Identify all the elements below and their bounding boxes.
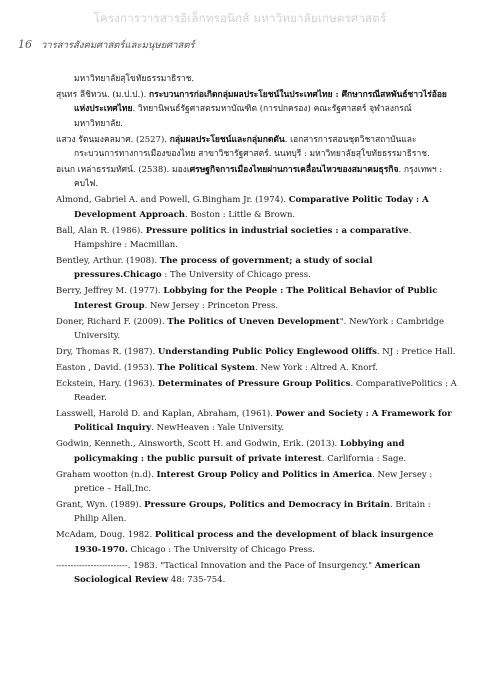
reference-text: แสวง รัตนมงคลมาศ. (2527). (56, 134, 170, 145)
reference-text: . Boston : Little & Brown. (184, 209, 296, 220)
reference-title: The Political System (157, 362, 256, 373)
reference-text: Lasswell, Harold D. and Kaplan, Abraham, (1961). (56, 408, 276, 419)
reference-text: . Hampshire : Macmillan. (74, 225, 412, 250)
reference-list (56, 72, 458, 589)
reference-text: . New Jersey : Princeton Press. (144, 300, 279, 311)
reference-entry (56, 163, 458, 192)
reference-text: Eckstein, Hary. (1963). (56, 378, 158, 389)
reference-text: . NewHeaven : Yale University. (151, 423, 285, 434)
reference-text: สุนทร ลีชิทวน. (ม.ป.ป.). (56, 89, 149, 100)
reference-entry (56, 224, 458, 253)
running-header (18, 38, 195, 53)
reference-text: Chicago : The University of Chicago Press. (127, 544, 315, 555)
reference-text: Dry, Thomas R. (1987). (56, 346, 158, 357)
reference-title: The process of government; a study of social pressures.Chicago (74, 255, 373, 281)
reference-title: Pressure Groups, Politics and Democracy in Britain (144, 499, 390, 510)
reference-text: Almond, Gabriel A. and Powell, G.Bingham Jr. (1974). (56, 195, 289, 206)
reference-entry (56, 254, 458, 283)
reference-text: . NJ : Pretice Hall. (376, 346, 456, 357)
reference-entry (56, 193, 458, 222)
reference-title: Lobbying for the People : The Political Behavior of Public Interest Group (74, 286, 438, 311)
reference-text: : The University of Chicago press. (161, 270, 311, 281)
reference-entry (56, 315, 458, 344)
reference-title: ศรษฐกิจการเมืองไทยผ่านการเคลื่อนไหวของสมาคมธุรกิจ (189, 164, 399, 175)
reference-title: Determinates of Pressure Group Politics (157, 378, 351, 389)
reference-text: . Carlifornia : Sage. (321, 453, 407, 464)
page-number: 16 (18, 38, 32, 51)
reference-text: Bentley, Arthur. (1908). (56, 255, 160, 266)
reference-entry (56, 133, 458, 162)
reference-entry (56, 407, 458, 436)
reference-text: . Britain : Philip Allen. (74, 499, 431, 525)
reference-text: Grant, Wyn. (1989). (56, 499, 145, 510)
reference-text: Ball, Alan R. (1986). (56, 225, 146, 236)
journal-title: วารสารสังคมศาสตร์และมนุษยศาสตร์ (41, 40, 195, 51)
reference-title: The Politics of Uneven Development (167, 316, 340, 327)
reference-text: . เอกสารการสอนชุดวิชาสถาบันและกระบวนการทางการเมืองของไทย สาขาวิชารัฐศาสตร์. นนทบุรี : มหาวิทยาลัยสุโขทัยธรรมาธิราช. (74, 134, 430, 160)
reference-text: Easton , David. (1953). (56, 362, 158, 373)
reference-text: Godwin, Kenneth., Ainsworth, Scott H. and Godwin, Erik. (2013). (56, 439, 340, 450)
reference-text: . ComparativePolitics : A Reader. (74, 378, 457, 404)
reference-text: . New Jersey : pretice – Hall,Inc. (74, 469, 433, 494)
reference-text: Berry, Jeffrey M. (1977). (56, 286, 164, 297)
reference-entry (56, 345, 458, 359)
reference-entry (56, 361, 458, 375)
reference-title: Power and Society : A Framework for Political Inquiry (74, 408, 452, 434)
reference-text: อเนก เหล่าธรรมทัศน์. (2538). มองเ (56, 164, 190, 175)
reference-text: McAdam, Doug. 1982. (56, 530, 155, 541)
reference-entry (56, 88, 458, 131)
reference-text: -------------------------. 1983. "Tactical Innovation and the Pace of Insurgency." (56, 560, 375, 571)
reference-text: ". NewYork : Cambridge University. (74, 316, 445, 341)
reference-text: Graham wootton (n.d). (56, 469, 157, 480)
reference-title: Political process and the development of black insurgence 1930-1970. (74, 530, 434, 555)
reference-entry (56, 559, 458, 588)
reference-text: . New York : Altred A. Knorf. (255, 362, 378, 373)
reference-title: Pressure politics in industrial societies : a comparative (145, 225, 409, 236)
reference-title: American Sociological Review (74, 560, 421, 585)
reference-title: Lobbying and policymaking : the public pursuit of private interest (74, 439, 405, 464)
reference-title: Understanding Public Policy Englewood Oliffs (157, 346, 377, 357)
reference-entry (56, 284, 458, 313)
reference-text: . วิทยานิพนธ์รัฐศาสตรมหาบัณฑิต (การปกครอง) คณะรัฐศาสตร์ จุฬาลงกรณ์มหาวิทยาลัย. (74, 104, 412, 129)
reference-text: . กรุงเทพฯ : คบไฟ. (74, 164, 443, 190)
reference-entry (56, 528, 458, 557)
reference-title: กลุ่มผลประโยชน์และกลุ่มกดดัน (169, 134, 285, 145)
reference-text: Doner, Richard F. (2009). (56, 316, 168, 327)
reference-title: Interest Group Policy and Politics in America (156, 469, 373, 480)
watermark: โครงการวารสารอิเล็กทรอนิกส์ มหาวิทยาลัยเกษตรศาสตร์ (93, 11, 387, 25)
reference-entry (56, 72, 458, 86)
reference-text: มหาวิทยาลัยสุโขทัยธรรมาธิราช. (74, 74, 195, 84)
reference-entry (56, 468, 458, 497)
reference-entry (56, 437, 458, 466)
reference-entry (56, 377, 458, 406)
reference-text: 48: 735-754. (168, 574, 226, 585)
reference-entry (56, 498, 458, 527)
reference-title: กระบวนการก่อเกิดกลุ่มผลประโยชน์ในประเทศไทย : ศึกษากรณีสหพันธ์ชาวไร่อ้อยแห่งประเทศไทย (74, 89, 447, 115)
reference-title: Comparative Politic Today : A Development Approach (74, 195, 429, 220)
